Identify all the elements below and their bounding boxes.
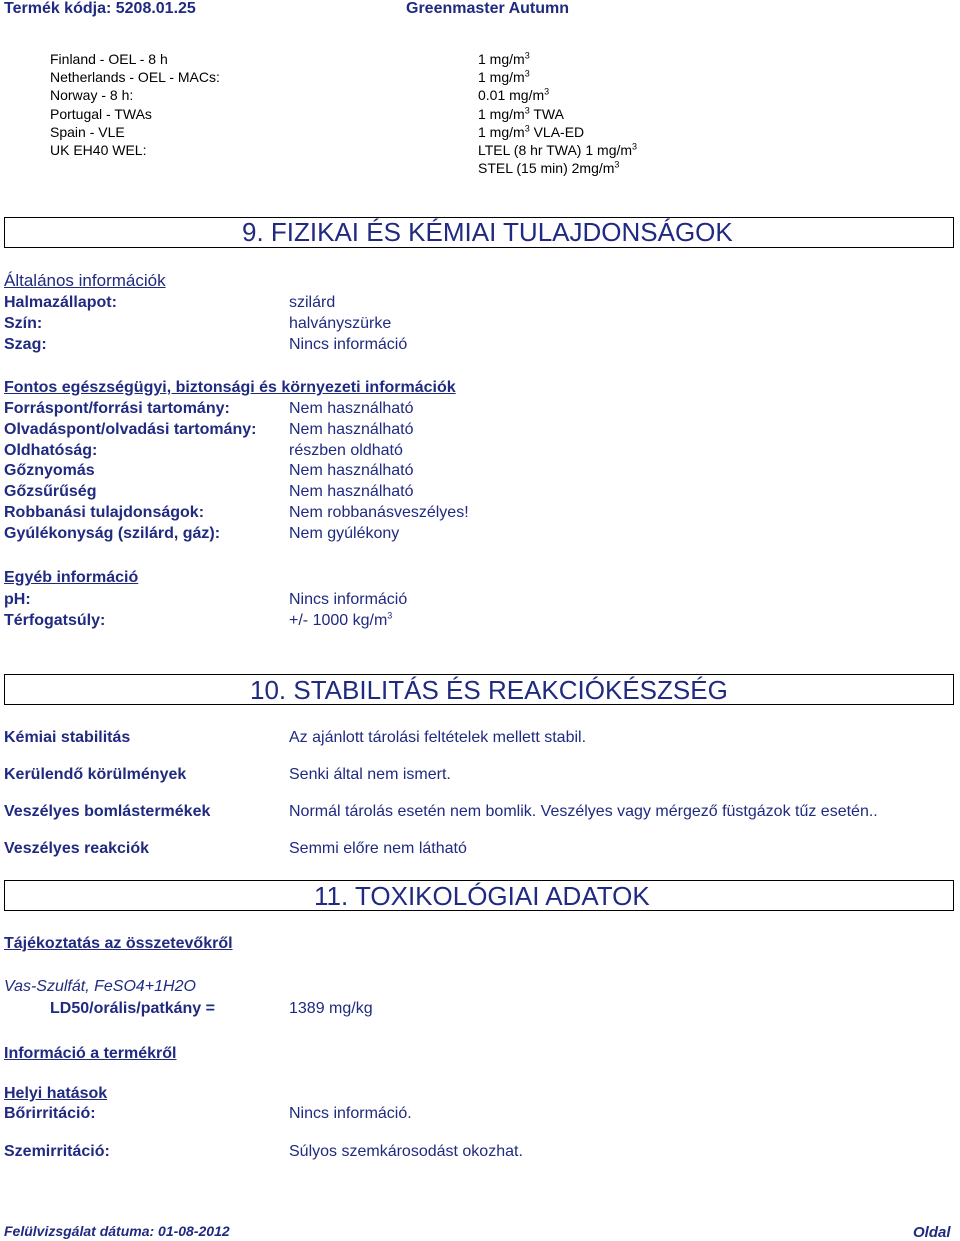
local-effects-heading: Helyi hatások — [4, 1085, 108, 1102]
limit-value: 1 $mg/m^3$ TWA — [478, 105, 564, 122]
general-value: halványszürke — [289, 315, 392, 332]
section-10-title: 10. STABILITÁS ÉS REAKCIÓKÉSZSÉG — [250, 675, 728, 705]
stability-value: Semmi előre nem látható — [289, 840, 467, 857]
other-value: Nincs információ — [289, 591, 408, 608]
revision-date: Felülvizsgálat dátuma: 01-08-2012 — [4, 1223, 230, 1239]
stability-value: Normál tárolás esetén nem bomlik. Veszélyes vagy mérgező füstgázok tűz esetén.. — [289, 803, 878, 820]
safety-label: Olvadáspont/olvadási tartomány: — [4, 421, 257, 438]
stability-value: Az ajánlott tárolási feltételek mellett stabil. — [289, 729, 587, 746]
safety-label: Robbanási tulajdonságok: — [4, 504, 205, 521]
stability-label: Kerülendő körülmények — [4, 766, 187, 783]
general-value: szilárd — [289, 294, 336, 311]
safety-value: Nem használható — [289, 400, 414, 417]
general-info-heading: Általános információk — [4, 271, 166, 290]
general-label: Szag: — [4, 336, 47, 353]
general-label: Halmazállapot: — [4, 294, 117, 311]
product-info-heading: Információ a termékről — [4, 1045, 177, 1062]
general-value: Nincs információ — [289, 336, 408, 353]
local-value: Súlyos szemkárosodást okozhat. — [289, 1143, 523, 1160]
limit-value: LTEL (8 hr TWA) 1 $mg/m^3$ — [478, 141, 638, 158]
components-heading: Tájékoztatás az összetevőkről — [4, 935, 233, 952]
section-11-title: 11. TOXIKOLÓGIAI ADATOK — [314, 881, 650, 911]
page-label: Oldal — [913, 1224, 951, 1241]
section-9-title: 9. FIZIKAI ÉS KÉMIAI TULAJDONSÁGOK — [242, 217, 733, 247]
ld50-label: LD50/orális/patkány = — [50, 1000, 215, 1017]
other-value: +/- 1000 $kg/m^3$ — [289, 610, 393, 629]
safety-label: Gőzsűrűség — [4, 483, 97, 500]
local-label: Bőrirritáció: — [4, 1105, 96, 1122]
stability-label: Veszélyes reakciók — [4, 840, 150, 857]
limit-value: 0.01 $mg/m^3$ — [478, 86, 550, 103]
safety-label: Forráspont/forrási tartomány: — [4, 400, 230, 417]
stability-label: Kémiai stabilitás — [4, 729, 131, 746]
safety-value: Nem használható — [289, 483, 414, 500]
stability-label: Veszélyes bomlástermékek — [4, 803, 211, 820]
product-code: Termék kódja: 5208.01.25 — [4, 0, 196, 17]
limit-label: Netherlands - OEL - MACs: — [50, 69, 220, 85]
limit-label: Norway - 8 h: — [50, 87, 134, 103]
general-label: Szín: — [4, 315, 43, 332]
safety-value: Nem használható — [289, 462, 414, 479]
limit-label: Portugal - TWAs — [50, 106, 152, 122]
product-name: Greenmaster Autumn — [406, 0, 569, 17]
ld50-value: 1389 mg/kg — [289, 1000, 373, 1017]
other-label: pH: — [4, 591, 31, 608]
other-label: Térfogatsúly: — [4, 612, 106, 629]
stability-value: Senki által nem ismert. — [289, 766, 451, 783]
safety-value: Nem használható — [289, 421, 414, 438]
component-name: Vas-Szulfát, FeSO4+1H2O — [4, 978, 196, 995]
other-info-heading: Egyéb információ — [4, 569, 139, 586]
safety-label: Oldhatóság: — [4, 442, 98, 459]
safety-info-heading: Fontos egészségügyi, biztonsági és környezeti információk — [4, 379, 456, 396]
safety-value: Nem gyúlékony — [289, 525, 400, 542]
local-value: Nincs információ. — [289, 1105, 412, 1122]
safety-value: Nem robbanásveszélyes! — [289, 504, 469, 521]
limit-label: UK EH40 WEL: — [50, 142, 147, 158]
limit-label: Spain - VLE — [50, 124, 125, 140]
local-label: Szemirritáció: — [4, 1143, 110, 1160]
limit-value: 1 $mg/m^3$ VLA-ED — [478, 123, 585, 140]
safety-label: Gőznyomás — [4, 462, 95, 479]
limit-value-stel: STEL (15 min) $2mg/m^3$ — [478, 159, 620, 176]
limit-value: 1 $mg/m^3$ — [478, 68, 530, 85]
safety-label: Gyúlékonyság (szilárd, gáz): — [4, 525, 221, 542]
safety-value: részben oldható — [289, 442, 403, 459]
limit-label: Finland - OEL - 8 h — [50, 51, 168, 67]
limit-value: 1 $mg/m^3$ — [478, 50, 530, 67]
